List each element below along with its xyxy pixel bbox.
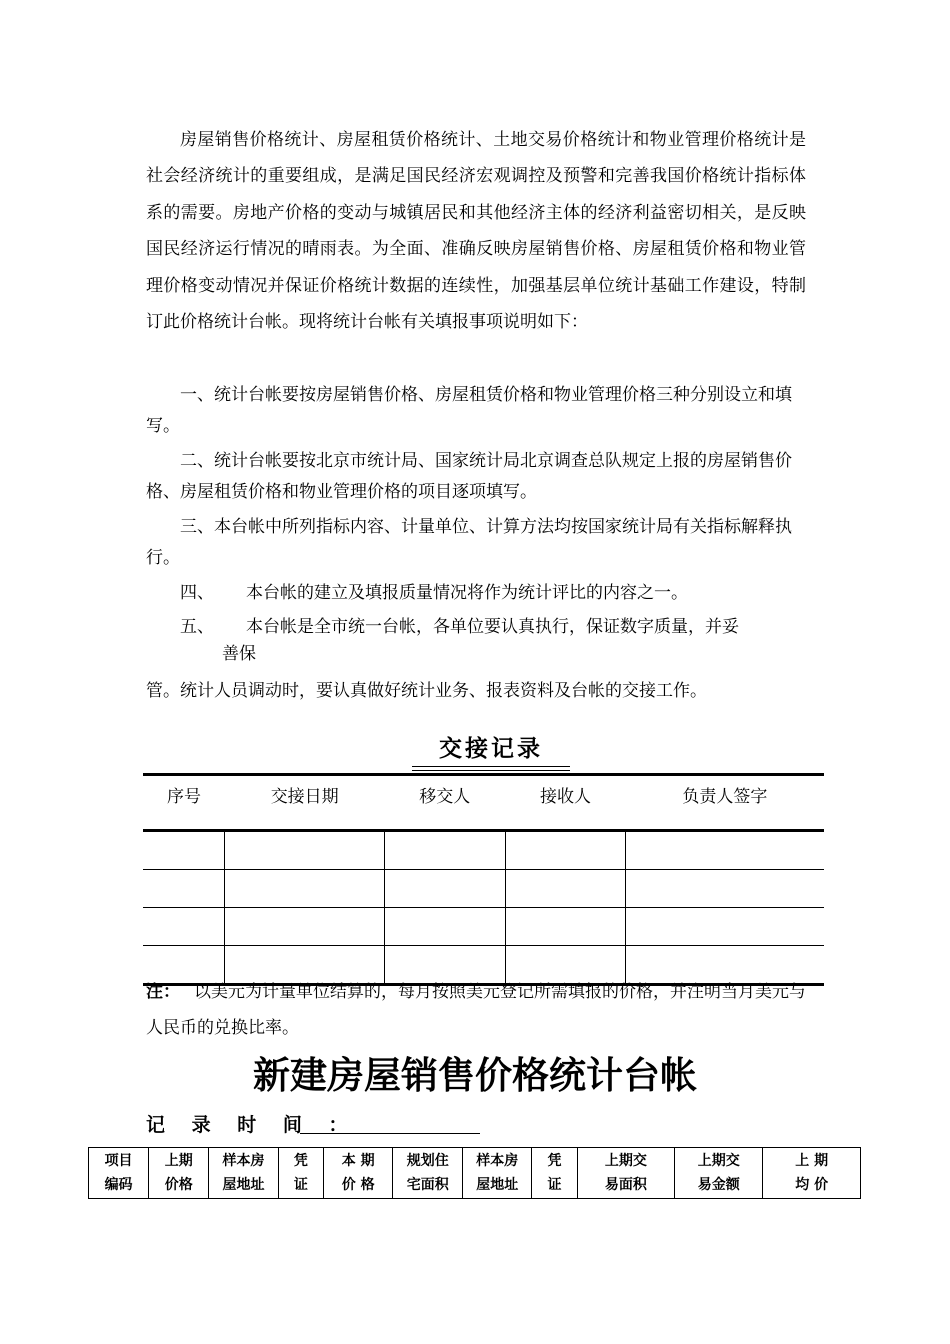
ledger-col-prev-area: 上期交 易面积 xyxy=(577,1148,675,1199)
table-cell[interactable] xyxy=(384,831,505,870)
handover-col-giver: 移交人 xyxy=(384,775,505,831)
ledger-col-voucher: 凭 证 xyxy=(278,1148,323,1199)
table-cell[interactable] xyxy=(143,908,225,946)
rule-4 xyxy=(146,578,806,609)
table-cell[interactable] xyxy=(505,831,626,870)
ledger-header-row xyxy=(89,1148,861,1199)
table-cell[interactable] xyxy=(384,908,505,946)
table-row xyxy=(143,831,824,870)
rule-5-number: 五、 xyxy=(180,617,214,637)
ledger-col-prev-price: 上期 价格 xyxy=(149,1148,209,1199)
table-row xyxy=(143,870,824,908)
ledger-col-item-code: 项目 编码 xyxy=(89,1148,149,1199)
table-cell[interactable] xyxy=(143,870,225,908)
ledger-col-sample-address-2: 样本房 屋地址 xyxy=(462,1148,532,1199)
table-row xyxy=(143,908,824,946)
rule-5 xyxy=(146,612,806,665)
handover-col-receiver: 接收人 xyxy=(505,775,626,831)
handover-col-signature: 负责人签字 xyxy=(626,775,824,831)
table-cell[interactable] xyxy=(505,870,626,908)
ledger-col-prev-amount: 上期交 易金额 xyxy=(675,1148,763,1199)
table-cell[interactable] xyxy=(626,908,824,946)
table-cell[interactable] xyxy=(505,908,626,946)
record-time-label: 记 录 时 间 ： xyxy=(146,1114,358,1136)
ledger-col-voucher-2: 凭 证 xyxy=(532,1148,577,1199)
table-cell[interactable] xyxy=(143,831,225,870)
rule-5-text: 本台帐是全市统一台帐，各单位要认真执行，保证数字质量，并妥 xyxy=(246,617,739,637)
rule-5-tail: 管。统计人员调动时，要认真做好统计业务、报表资料及台帐的交接工作。 xyxy=(146,681,707,701)
record-time-field[interactable] xyxy=(300,1133,480,1134)
ledger-col-planned-area: 规划住 宅面积 xyxy=(393,1148,463,1199)
ledger-col-prev-avg-price: 上 期 均 价 xyxy=(763,1148,861,1199)
table-cell[interactable] xyxy=(225,870,384,908)
rule-5-text-cont: 善保 xyxy=(222,644,256,664)
intro-paragraph: 房屋销售价格统计、房屋租赁价格统计、土地交易价格统计和物业管理价格统计是社会经济统计的重要组成，是满足国民经济宏观调控及预警和完善我国价格统计指标体系的需要。房地产价格的变动与城镇居民和其他经济主体的经济利益密切相关，是反映国民经济运行情况的晴雨表。为全面、准确反映房屋销售价格、房屋租赁价格和物业管理价格变动情况并保证价格统计数据的连续性，加强基层单位统计基础工作建设，特制订此价格统计台帐。现将统计台帐有关填报事项说明如下： xyxy=(146,130,806,333)
table-cell[interactable] xyxy=(225,831,384,870)
note xyxy=(146,974,806,1046)
table-cell[interactable] xyxy=(626,831,824,870)
note-label: 注： xyxy=(146,982,180,1002)
handover-col-date: 交接日期 xyxy=(225,775,384,831)
ledger-table xyxy=(88,1147,861,1199)
rule-1 xyxy=(146,380,806,442)
handover-col-index: 序号 xyxy=(143,775,225,831)
ledger-col-current-price: 本 期 价 格 xyxy=(323,1148,393,1199)
rule-3-text: 三、本台帐中所列指标内容、计量单位、计算方法均按国家统计局有关指标解释执行。 xyxy=(146,517,792,568)
table-cell[interactable] xyxy=(225,908,384,946)
note-text: 以美元为计量单位结算的，每月按照美元登记所需填报的价格，并注明当月美元与人民币的兑换比率。 xyxy=(146,982,806,1038)
handover-title: 交接记录 xyxy=(412,734,570,767)
rule-2-text: 二、统计台帐要按北京市统计局、国家统计局北京调查总队规定上报的房屋销售价格、房屋租赁价格和物业管理价格的项目逐项填写。 xyxy=(146,451,792,502)
ledger-title: 新建房屋销售价格统计台帐 xyxy=(253,1054,697,1097)
rule-3 xyxy=(146,512,806,574)
rule-1-text: 一、统计台帐要按房屋销售价格、房屋租赁价格和物业管理价格三种分别设立和填写。 xyxy=(146,385,792,436)
rule-4-text: 本台帐的建立及填报质量情况将作为统计评比的内容之一。 xyxy=(246,583,688,603)
intro-section xyxy=(146,122,806,340)
rule-4-number: 四、 xyxy=(180,583,214,603)
rule-2 xyxy=(146,446,806,508)
ledger-col-sample-address: 样本房 屋地址 xyxy=(209,1148,279,1199)
handover-header-row xyxy=(143,775,824,831)
table-cell[interactable] xyxy=(626,870,824,908)
table-cell[interactable] xyxy=(384,870,505,908)
handover-table xyxy=(143,773,824,986)
